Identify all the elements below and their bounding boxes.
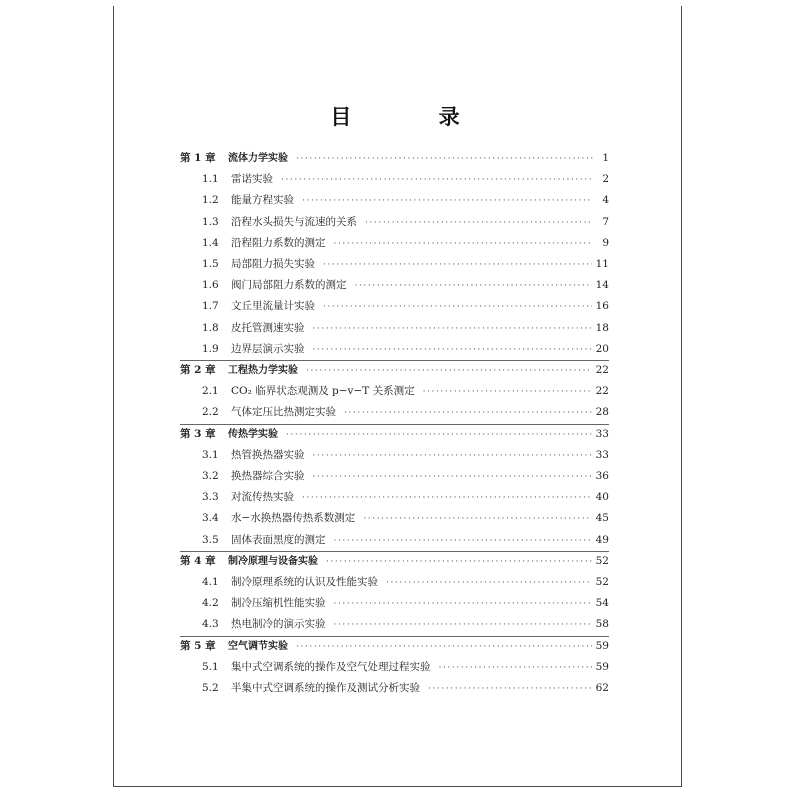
toc-page-number: 52: [595, 576, 609, 588]
toc-section-entry[interactable]: [180, 170, 609, 188]
toc-entry-title: 换热器综合实验: [231, 470, 305, 482]
toc-section-entry[interactable]: [180, 276, 609, 294]
toc-entry-title: 工程热力学实验: [228, 365, 298, 376]
toc-entry-number: 1.1: [202, 173, 219, 186]
toc-entry-number: 3.4: [202, 512, 219, 525]
toc-entry-title: 固体表面黑度的测定: [231, 533, 326, 546]
toc-page-number: 7: [602, 215, 609, 228]
toc-entry-title: 文丘里流量计实验: [231, 300, 315, 313]
dot-leader: [323, 256, 592, 274]
toc-entry-number: 1.9: [202, 342, 219, 355]
toc-entry-title: 沿程阻力系数的测定: [231, 236, 326, 249]
toc-entry-title: 雷诺实验: [231, 173, 273, 186]
toc-page-number: 36: [595, 470, 609, 482]
toc-entry-title: 气体定压比热测定实验: [231, 406, 336, 419]
toc-chapter-entry[interactable]: [180, 361, 609, 379]
toc-section-entry[interactable]: [180, 319, 609, 337]
toc-section-entry[interactable]: [180, 446, 609, 464]
toc-section-entry[interactable]: [180, 340, 609, 358]
toc-section-entry[interactable]: [180, 234, 609, 252]
toc-page-number: 22: [595, 385, 609, 398]
dot-leader: [334, 532, 592, 550]
toc-entry-number: 4.2: [202, 597, 219, 610]
toc-entry-number: 1.4: [202, 236, 219, 249]
toc-entry-title: CO₂ 临界状态观测及 p−v−T 关系测定: [231, 385, 415, 398]
dot-leader: [296, 150, 593, 168]
toc-entry-title: 制冷压缩机性能实验: [231, 597, 326, 610]
chapter-divider: [180, 360, 609, 361]
toc-page-number: 59: [595, 660, 609, 673]
toc-entry-number: 3.2: [202, 470, 219, 482]
chapter-divider: [180, 551, 609, 552]
toc-section-entry[interactable]: [180, 297, 609, 315]
dot-leader: [344, 404, 592, 422]
toc-chapter-entry[interactable]: [180, 149, 609, 167]
dot-leader: [334, 595, 592, 613]
toc-entry-number: 4.1: [202, 576, 219, 588]
toc-entry-number: 5.1: [202, 660, 219, 673]
toc-chapter-entry[interactable]: [180, 425, 609, 443]
toc-page-number: 18: [595, 321, 609, 334]
toc-page-number: 62: [595, 682, 609, 694]
toc-section-entry[interactable]: [180, 467, 609, 485]
toc-entry-title: 水−水换热器传热系数测定: [231, 512, 356, 525]
toc-chapter-entry[interactable]: [180, 552, 609, 570]
dot-leader: [423, 383, 592, 401]
toc-entry-number: 3.3: [202, 491, 219, 504]
toc-entry-title: 能量方程实验: [231, 194, 294, 207]
dot-leader: [386, 574, 592, 592]
toc-entry-number: 第 4 章: [180, 554, 216, 567]
toc-section-entry[interactable]: [180, 255, 609, 273]
toc-page-number: 40: [595, 491, 609, 504]
toc-entry-title: 半集中式空调系统的操作及测试分析实验: [231, 682, 420, 694]
toc-page-number: 59: [595, 639, 609, 652]
toc-page-number: 2: [602, 173, 609, 186]
dot-leader: [428, 680, 592, 698]
dot-leader: [313, 341, 592, 359]
dot-leader: [439, 659, 592, 677]
toc-section-entry[interactable]: [180, 594, 609, 612]
toc-entry-number: 1.6: [202, 279, 219, 292]
toc-page-number: 4: [602, 194, 609, 207]
toc-section-entry[interactable]: [180, 573, 609, 591]
toc-entry-number: 1.7: [202, 300, 219, 313]
dot-leader: [306, 362, 592, 380]
toc-page-number: 58: [595, 618, 609, 631]
toc-entry-number: 4.3: [202, 618, 219, 631]
toc-section-entry[interactable]: [180, 509, 609, 527]
toc-page-number: 45: [595, 512, 609, 525]
toc-page-number: 28: [595, 406, 609, 419]
dot-leader: [363, 510, 591, 528]
dot-leader: [323, 298, 592, 316]
toc-entry-number: 第 3 章: [180, 427, 216, 440]
toc-section-entry[interactable]: [180, 382, 609, 400]
toc-entry-number: 1.8: [202, 321, 219, 334]
toc-page-number: 14: [595, 279, 609, 292]
toc-page-number: 52: [595, 554, 609, 567]
toc-entry-number: 第 1 章: [180, 152, 216, 164]
toc-entry-title: 沿程水头损失与流速的关系: [231, 215, 357, 228]
toc-entry-number: 5.2: [202, 682, 219, 694]
toc-section-entry[interactable]: [180, 679, 609, 697]
dot-leader: [296, 638, 592, 656]
toc-page-number: 33: [595, 427, 609, 440]
toc-entry-title: 皮托管测速实验: [231, 321, 305, 334]
toc-page-number: 49: [595, 533, 609, 546]
toc-section-entry[interactable]: [180, 191, 609, 209]
toc-entry-number: 2.2: [202, 406, 219, 419]
toc-page-number: 20: [595, 342, 609, 355]
toc-entry-title: 热电制冷的演示实验: [231, 618, 326, 631]
toc-entry-title: 局部阻力损失实验: [231, 258, 315, 270]
toc-page-number: 11: [595, 258, 609, 270]
toc-entry-title: 热管换热器实验: [231, 448, 305, 461]
dot-leader: [281, 171, 593, 189]
dot-leader: [286, 426, 592, 444]
toc-section-entry[interactable]: [180, 531, 609, 549]
toc-section-entry[interactable]: [180, 658, 609, 676]
toc-section-entry[interactable]: [180, 213, 609, 231]
dot-leader: [334, 235, 594, 253]
toc-entry-number: 1.2: [202, 194, 219, 207]
dot-leader: [365, 214, 593, 232]
toc-chapter-entry[interactable]: [180, 637, 609, 655]
toc-entry-number: 1.5: [202, 258, 219, 270]
toc-entry-title: 边界层演示实验: [231, 342, 305, 355]
toc-section-entry[interactable]: [180, 615, 609, 633]
toc-section-entry[interactable]: [180, 403, 609, 421]
toc-page-number: 54: [595, 597, 609, 610]
dot-leader: [313, 320, 592, 338]
toc-entry-number: 2.1: [202, 385, 219, 398]
dot-leader: [326, 553, 592, 571]
toc-entry-number: 3.1: [202, 448, 219, 461]
toc-entry-number: 1.3: [202, 215, 219, 228]
toc-entry-number: 第 5 章: [180, 639, 216, 652]
toc-entry-title: 流体力学实验: [228, 153, 288, 164]
toc-page-number: 22: [595, 364, 609, 376]
dot-leader: [334, 616, 592, 634]
toc-entry-title: 对流传热实验: [231, 491, 294, 504]
dot-leader: [313, 447, 592, 465]
dot-leader: [313, 468, 592, 486]
dot-leader: [302, 489, 592, 507]
toc-page-number: 16: [595, 300, 609, 313]
toc-page-number: 9: [602, 236, 609, 249]
page-title: 目 录: [330, 105, 500, 129]
toc-page-number: 1: [602, 152, 609, 164]
toc-entry-number: 3.5: [202, 533, 219, 546]
toc-entry-title: 制冷原理系统的认识及性能实验: [231, 576, 378, 588]
dot-leader: [302, 192, 593, 210]
toc-section-entry[interactable]: [180, 488, 609, 506]
chapter-divider: [180, 424, 609, 425]
toc-entry-title: 集中式空调系统的操作及空气处理过程实验: [231, 660, 431, 673]
toc-entry-title: 传热学实验: [228, 428, 278, 440]
chapter-divider: [180, 636, 609, 637]
toc-entry-title: 阀门局部阻力系数的测定: [231, 279, 347, 292]
toc-page-number: 33: [595, 448, 609, 461]
dot-leader: [355, 277, 592, 295]
toc-entry-number: 第 2 章: [180, 364, 216, 376]
toc-entry-title: 制冷原理与设备实验: [228, 555, 318, 567]
toc-entry-title: 空气调节实验: [228, 640, 288, 652]
